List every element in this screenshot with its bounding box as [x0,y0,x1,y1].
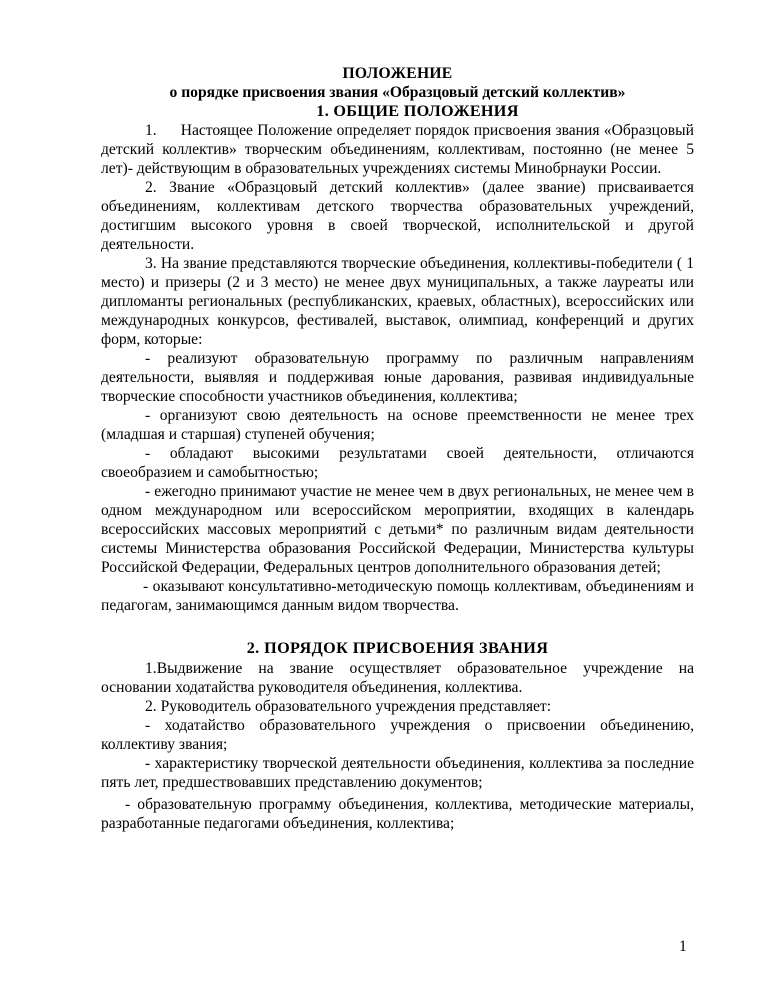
section1-bullet-4: - ежегодно принимают участие не менее чем в двух региональных, не менее чем в одном международном или всероссийском мероприятии, входящих в календарь всероссийских массовых мероприятий с детьми* по различным видам деятельности системы Министерства образования Российской Федерации, Министерства культуры Российской Федерации, Федеральных центров дополнительного образования детей; [101,483,694,576]
section1-paragraph-1 [101,121,694,178]
section2-heading: 2. ПОРЯДОК ПРИСВОЕНИЯ ЗВАНИЯ [246,639,549,657]
page-number: 1 [679,938,687,955]
section2-bullet-2: - характеристику творческой деятельности объединения, коллектива за последние пять лет, предшествовавших представлению документов; [101,755,694,791]
section1-paragraph-2: 2. Звание «Образцовый детский коллектив» (далее звание) присваивается объединениям, коллективам детского творчества образовательных учреждений, достигшим высокого уровня в своей творческой, исполнительской и другой деятельности. [101,179,694,253]
section1-heading: 1. ОБЩИЕ ПОЛОЖЕНИЯ [316,102,519,120]
section1-paragraph-3: 3. На звание представляются творческие объединения, коллективы-победители ( 1 место) и призеры (2 и 3 место) не менее двух муниципальных, а также лауреаты или дипломанты региональных (республиканских, краевых, областных), всероссийских или международных конкурсов, фестивалей, выставок, олимпиад, конференций и других форм, которые: [101,255,694,348]
document-subtitle: о порядке присвоения звания «Образцовый детский коллектив» [169,84,626,101]
section2-paragraph-2: 2. Руководитель образовательного учреждения представляет: [145,698,552,715]
paragraph-number: 1. [145,122,157,139]
section1-bullet-2: - организуют свою деятельность на основе преемственности не менее трех (младшая и старшая) ступеней обучения; [101,407,694,443]
section1-bullet-1: - реализуют образовательную программу по различным направлениям деятельности, выявляя и поддерживая юные дарования, развивая индивидуальные творческие способности участников объединения, коллектива; [101,350,694,405]
section2-bullet-1: - ходатайство образовательного учреждения о присвоении объединению, коллективу звания; [101,717,694,753]
paragraph-text: Настоящее Положение определяет порядок присвоения звания «Образцовый детский коллектив» творческим объединениям, коллективам, постоянно (не менее 5 лет)- действующим в образовательных учреждениях системы Минобрнауки России. [101,122,694,177]
section1-bullet-5: - оказывают консультативно-методическую помощь коллективам, объединениям и педагогам, занимающимся данным видом творчества. [101,578,694,614]
document-body [101,64,694,833]
section2-paragraph-1: 1.Выдвижение на звание осуществляет образовательное учреждение на основании ходатайства руководителя объединения, коллектива. [101,660,694,696]
document-title: ПОЛОЖЕНИЕ [342,65,453,82]
section2-bullet-3: - образовательную программу объединения, коллектива, методические материалы, разработанные педагогами объединения, коллектива; [101,796,694,832]
section1-bullet-3: - обладают высокими результатами своей деятельности, отличаются своеобразием и самобытностью; [101,445,694,481]
